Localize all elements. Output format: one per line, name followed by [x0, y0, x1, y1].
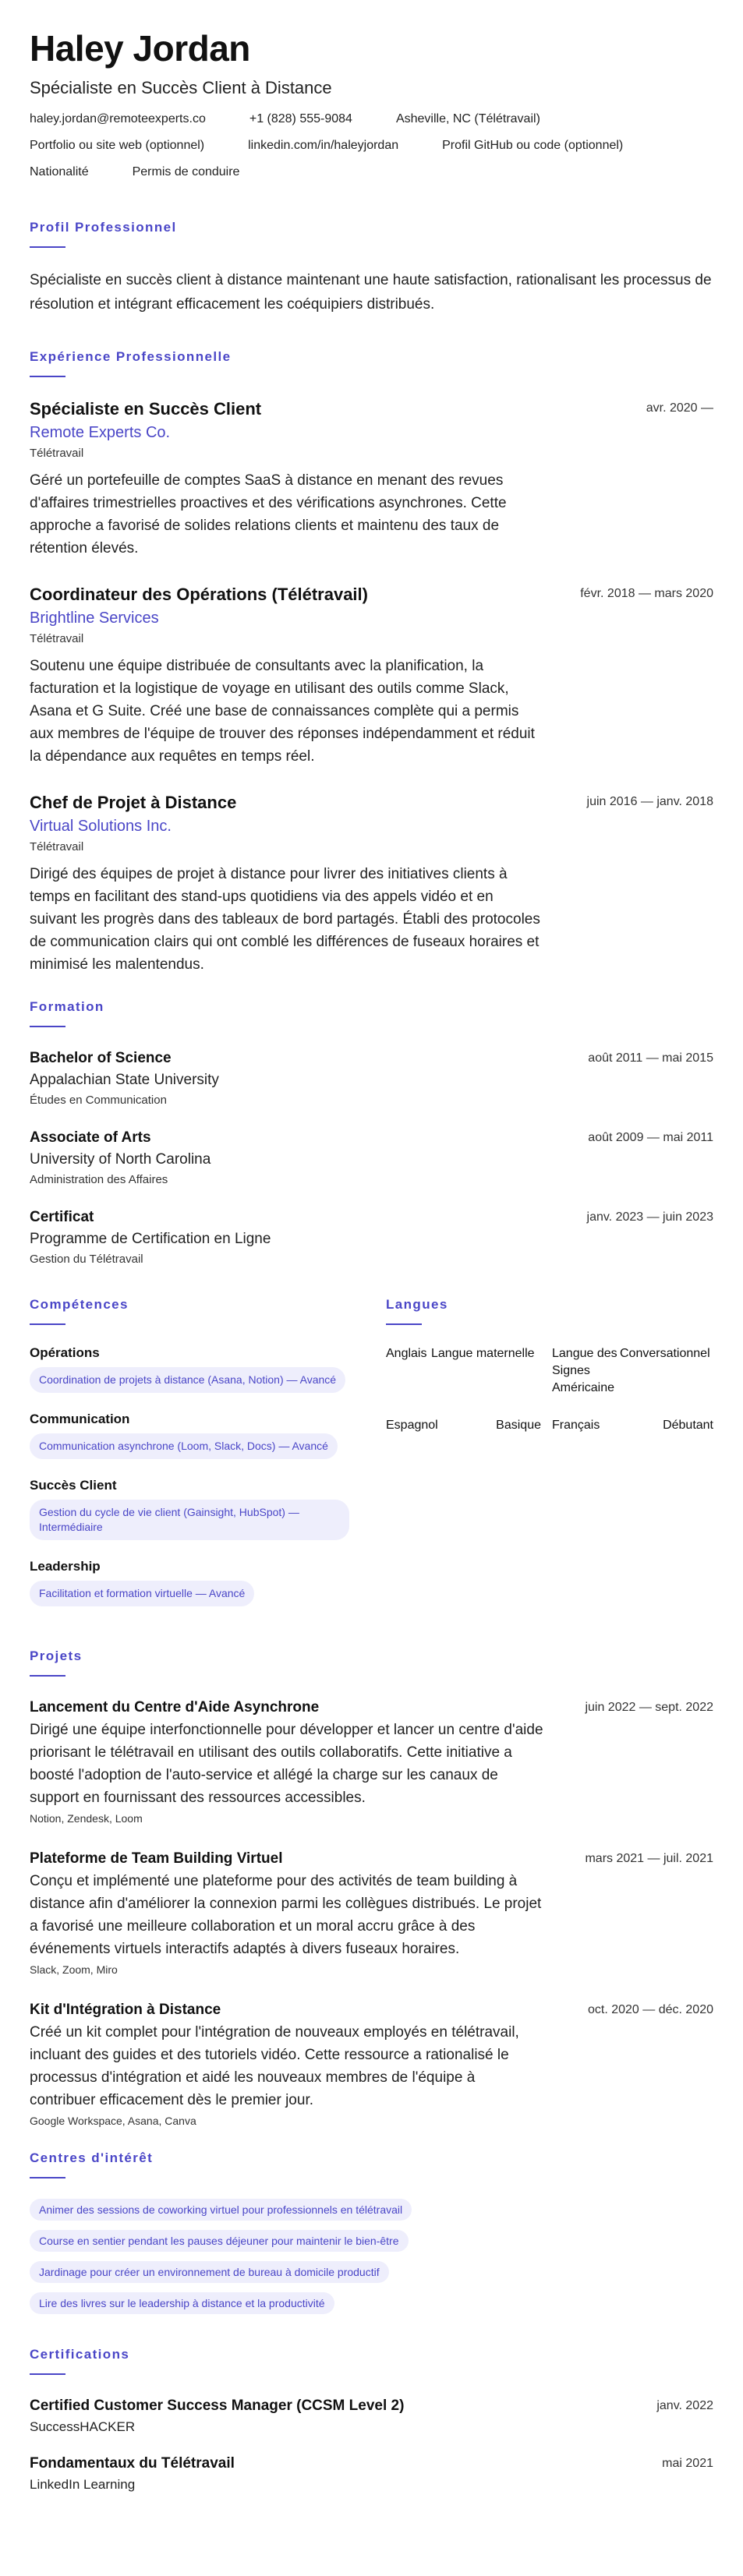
- candidate-title: Spécialiste en Succès Client à Distance: [30, 78, 332, 97]
- certification-entry: [30, 2453, 713, 2495]
- project-description: Conçu et implémenté une plateforme pour des activités de team building à distance afin d'améliorer la connexion parmi les collègues distribués. Le projet a favorisé une meilleure collaboration et un moral accru grâce à des événements virtuels interactifs adaptés à divers fuseaux horaires.: [30, 1873, 542, 1957]
- field-of-study: Gestion du Télétravail: [30, 1253, 143, 1266]
- contact-github[interactable]: Profil GitHub ou code (optionnel): [442, 139, 624, 152]
- job-title: Coordinateur des Opérations (Télétravail): [30, 585, 368, 604]
- section-divider: [30, 2177, 65, 2178]
- project-dates: mars 2021 — juil. 2021: [585, 1852, 713, 1865]
- job-description: Dirigé des équipes de projet à distance pour livrer des initiatives clients à temps en facilitant des stand-ups quotidiens via des appels vidéo et en suivant les progrès dans des tableaux de bord partagés. Établi des protocoles de communication clairs qui ont comblé les différences de fuseaux horaires et minimisé les malentendus.: [30, 866, 540, 973]
- interests-section: [30, 2150, 713, 2323]
- job-dates: juin 2016 — janv. 2018: [586, 795, 713, 808]
- job-dates: févr. 2018 — mars 2020: [580, 587, 713, 600]
- certification-issuer: SuccessHACKER: [30, 2419, 136, 2434]
- job-company: Remote Experts Co.: [30, 424, 171, 441]
- contact-license: Permis de conduire: [132, 165, 240, 178]
- profile-summary: Spécialiste en succès client à distance maintenant une haute satisfaction, rationalisant les processus de résolution et intégrant efficacement les coéquipiers distribués.: [30, 272, 712, 313]
- skill-pill: Gestion du cycle de vie client (Gainsight, HubSpot) — Intermédiaire: [30, 1500, 349, 1540]
- profile-section: [30, 220, 713, 316]
- language-name: Anglais: [386, 1347, 427, 1360]
- institution: University of North Carolina: [30, 1151, 211, 1168]
- education-dates: janv. 2023 — juin 2023: [586, 1210, 713, 1224]
- interest-pill: Jardinage pour créer un environnement de bureau à domicile productif: [30, 2261, 389, 2283]
- field-of-study: Études en Communication: [30, 1094, 167, 1107]
- experience-entry: [30, 791, 713, 976]
- certifications-section: [30, 2347, 713, 2495]
- interest-pill: Animer des sessions de coworking virtuel pour professionnels en télétravail: [30, 2199, 412, 2221]
- resume-header: [30, 28, 713, 186]
- project-title: Plateforme de Team Building Virtuel: [30, 1850, 283, 1867]
- contact-email[interactable]: haley.jordan@remoteexperts.co: [30, 112, 206, 125]
- project-tech: Notion, Zendesk, Loom: [30, 1812, 143, 1825]
- degree: Bachelor of Science: [30, 1050, 172, 1066]
- education-dates: août 2011 — mai 2015: [588, 1051, 713, 1065]
- contact-linkedin[interactable]: linkedin.com/in/haleyjordan: [248, 139, 399, 152]
- section-divider: [30, 376, 65, 377]
- contact-nationality: Nationalité: [30, 165, 89, 178]
- language-level: Débutant: [663, 1419, 713, 1432]
- language-name: Espagnol: [386, 1419, 438, 1432]
- section-divider: [30, 2373, 65, 2375]
- language-name: Français: [552, 1419, 600, 1432]
- section-divider: [30, 1026, 65, 1027]
- certification-title: Certified Customer Success Manager (CCSM Level 2): [30, 2398, 405, 2414]
- skill-group-title: Leadership: [30, 1559, 101, 1574]
- job-location: Télétravail: [30, 447, 84, 460]
- job-description: Géré un portefeuille de comptes SaaS à distance en menant des revues d'affaires trimestrielles proactives et des vérifications asynchrones. Cette approche a favorisé de solides relations clients et maintenu des taux de rétention élevés.: [30, 472, 507, 557]
- institution: Programme de Certification en Ligne: [30, 1231, 271, 1247]
- project-tech: Google Workspace, Asana, Canva: [30, 2115, 196, 2127]
- language-level: Langue maternelle: [431, 1347, 535, 1360]
- degree: Certificat: [30, 1209, 94, 1225]
- skill-group-title: Opérations: [30, 1345, 100, 1360]
- field-of-study: Administration des Affaires: [30, 1173, 168, 1186]
- experience-entry: [30, 583, 713, 768]
- section-title-projects: Projets: [30, 1648, 83, 1663]
- section-title-languages: Langues: [386, 1297, 448, 1312]
- project-entry: [30, 1697, 713, 1828]
- experience-section: [30, 349, 713, 976]
- languages-grid: [386, 1345, 713, 1434]
- certification-issuer: LinkedIn Learning: [30, 2477, 136, 2492]
- education-entry: [30, 1207, 713, 1269]
- projects-section: [30, 1648, 713, 2130]
- skill-pill: Facilitation et formation virtuelle — Avancé: [30, 1581, 254, 1606]
- section-title-skills: Compétences: [30, 1297, 129, 1312]
- job-title: Chef de Projet à Distance: [30, 793, 237, 812]
- candidate-name: Haley Jordan: [30, 28, 250, 69]
- job-location: Télétravail: [30, 632, 84, 645]
- job-title: Spécialiste en Succès Client: [30, 399, 262, 419]
- section-title-experience: Expérience Professionnelle: [30, 349, 232, 364]
- project-dates: oct. 2020 — déc. 2020: [588, 2003, 713, 2016]
- institution: Appalachian State University: [30, 1072, 219, 1088]
- job-company: Brightline Services: [30, 610, 159, 627]
- education-entry: [30, 1127, 713, 1189]
- section-divider: [30, 1675, 65, 1677]
- certification-title: Fondamentaux du Télétravail: [30, 2455, 235, 2472]
- degree: Associate of Arts: [30, 1129, 151, 1146]
- experience-entry: [30, 398, 713, 560]
- project-entry: [30, 1848, 713, 1979]
- education-section: [30, 999, 713, 1269]
- education-entry: [30, 1048, 713, 1110]
- contact-location: Asheville, NC (Télétravail): [395, 112, 540, 125]
- section-divider: [386, 1323, 422, 1325]
- project-dates: juin 2022 — sept. 2022: [585, 1701, 713, 1714]
- job-company: Virtual Solutions Inc.: [30, 818, 172, 835]
- language-level: Basique: [496, 1419, 541, 1432]
- project-title: Lancement du Centre d'Aide Asynchrone: [30, 1699, 320, 1716]
- certification-entry: [30, 2395, 713, 2437]
- contact-phone[interactable]: +1 (828) 555-9084: [249, 112, 352, 125]
- language-name: Langue des Signes Américaine: [552, 1347, 617, 1394]
- project-description: Créé un kit complet pour l'intégration de nouveaux employés en télétravail, incluant des guides et des tutoriels vidéo. Cette ressource a rationalisé le processus d'intégration et aidé les nouveaux membres de l'équipe à contribuer efficacement dès le premier jour.: [30, 2024, 519, 2108]
- job-dates: avr. 2020 —: [646, 401, 713, 415]
- skills-languages-row: [30, 1297, 713, 1620]
- project-title: Kit d'Intégration à Distance: [30, 2002, 221, 2018]
- skills-section: [30, 1297, 349, 1620]
- certification-date: janv. 2022: [656, 2399, 713, 2412]
- skill-pill: Coordination de projets à distance (Asana, Notion) — Avancé: [30, 1367, 345, 1393]
- language-level: Conversationnel: [620, 1347, 710, 1360]
- skill-group-title: Communication: [30, 1412, 130, 1426]
- section-title-education: Formation: [30, 999, 104, 1014]
- project-entry: [30, 1999, 713, 2130]
- interest-pill: Lire des livres sur le leadership à distance et la productivité: [30, 2292, 334, 2314]
- contact-info: [30, 106, 713, 186]
- section-title-profile: Profil Professionnel: [30, 220, 177, 235]
- contact-portfolio[interactable]: Portfolio ou site web (optionnel): [30, 139, 205, 152]
- languages-section: [386, 1297, 713, 1620]
- skill-group-title: Succès Client: [30, 1478, 117, 1493]
- interest-pill: Course en sentier pendant les pauses déjeuner pour maintenir le bien-être: [30, 2230, 409, 2252]
- project-tech: Slack, Zoom, Miro: [30, 1963, 118, 1976]
- section-title-interests: Centres d'intérêt: [30, 2150, 154, 2165]
- certification-date: mai 2021: [662, 2457, 713, 2470]
- job-description: Soutenu une équipe distribuée de consultants avec la planification, la facturation et la logistique de voyage en utilisant des outils comme Slack, Asana et G Suite. Créé une base de connaissances complète qui a permis aux membres de l'équipe de trouver des réponses indépendamment et réduit la dépendance aux requêtes en temps réel.: [30, 658, 535, 765]
- section-divider: [30, 1323, 65, 1325]
- skill-pill: Communication asynchrone (Loom, Slack, Docs) — Avancé: [30, 1433, 338, 1459]
- section-divider: [30, 246, 65, 248]
- section-title-certifications: Certifications: [30, 2347, 130, 2362]
- job-location: Télétravail: [30, 840, 84, 853]
- project-description: Dirigé une équipe interfonctionnelle pour développer et lancer un centre d'aide priorisant le télétravail en utilisant des outils collaboratifs. Cette initiative a boosté l'adoption de l'auto-service et allégé la charge sur les canaux de support en fournissant des ressources accessibles.: [30, 1722, 543, 1806]
- education-dates: août 2009 — mai 2011: [588, 1131, 713, 1144]
